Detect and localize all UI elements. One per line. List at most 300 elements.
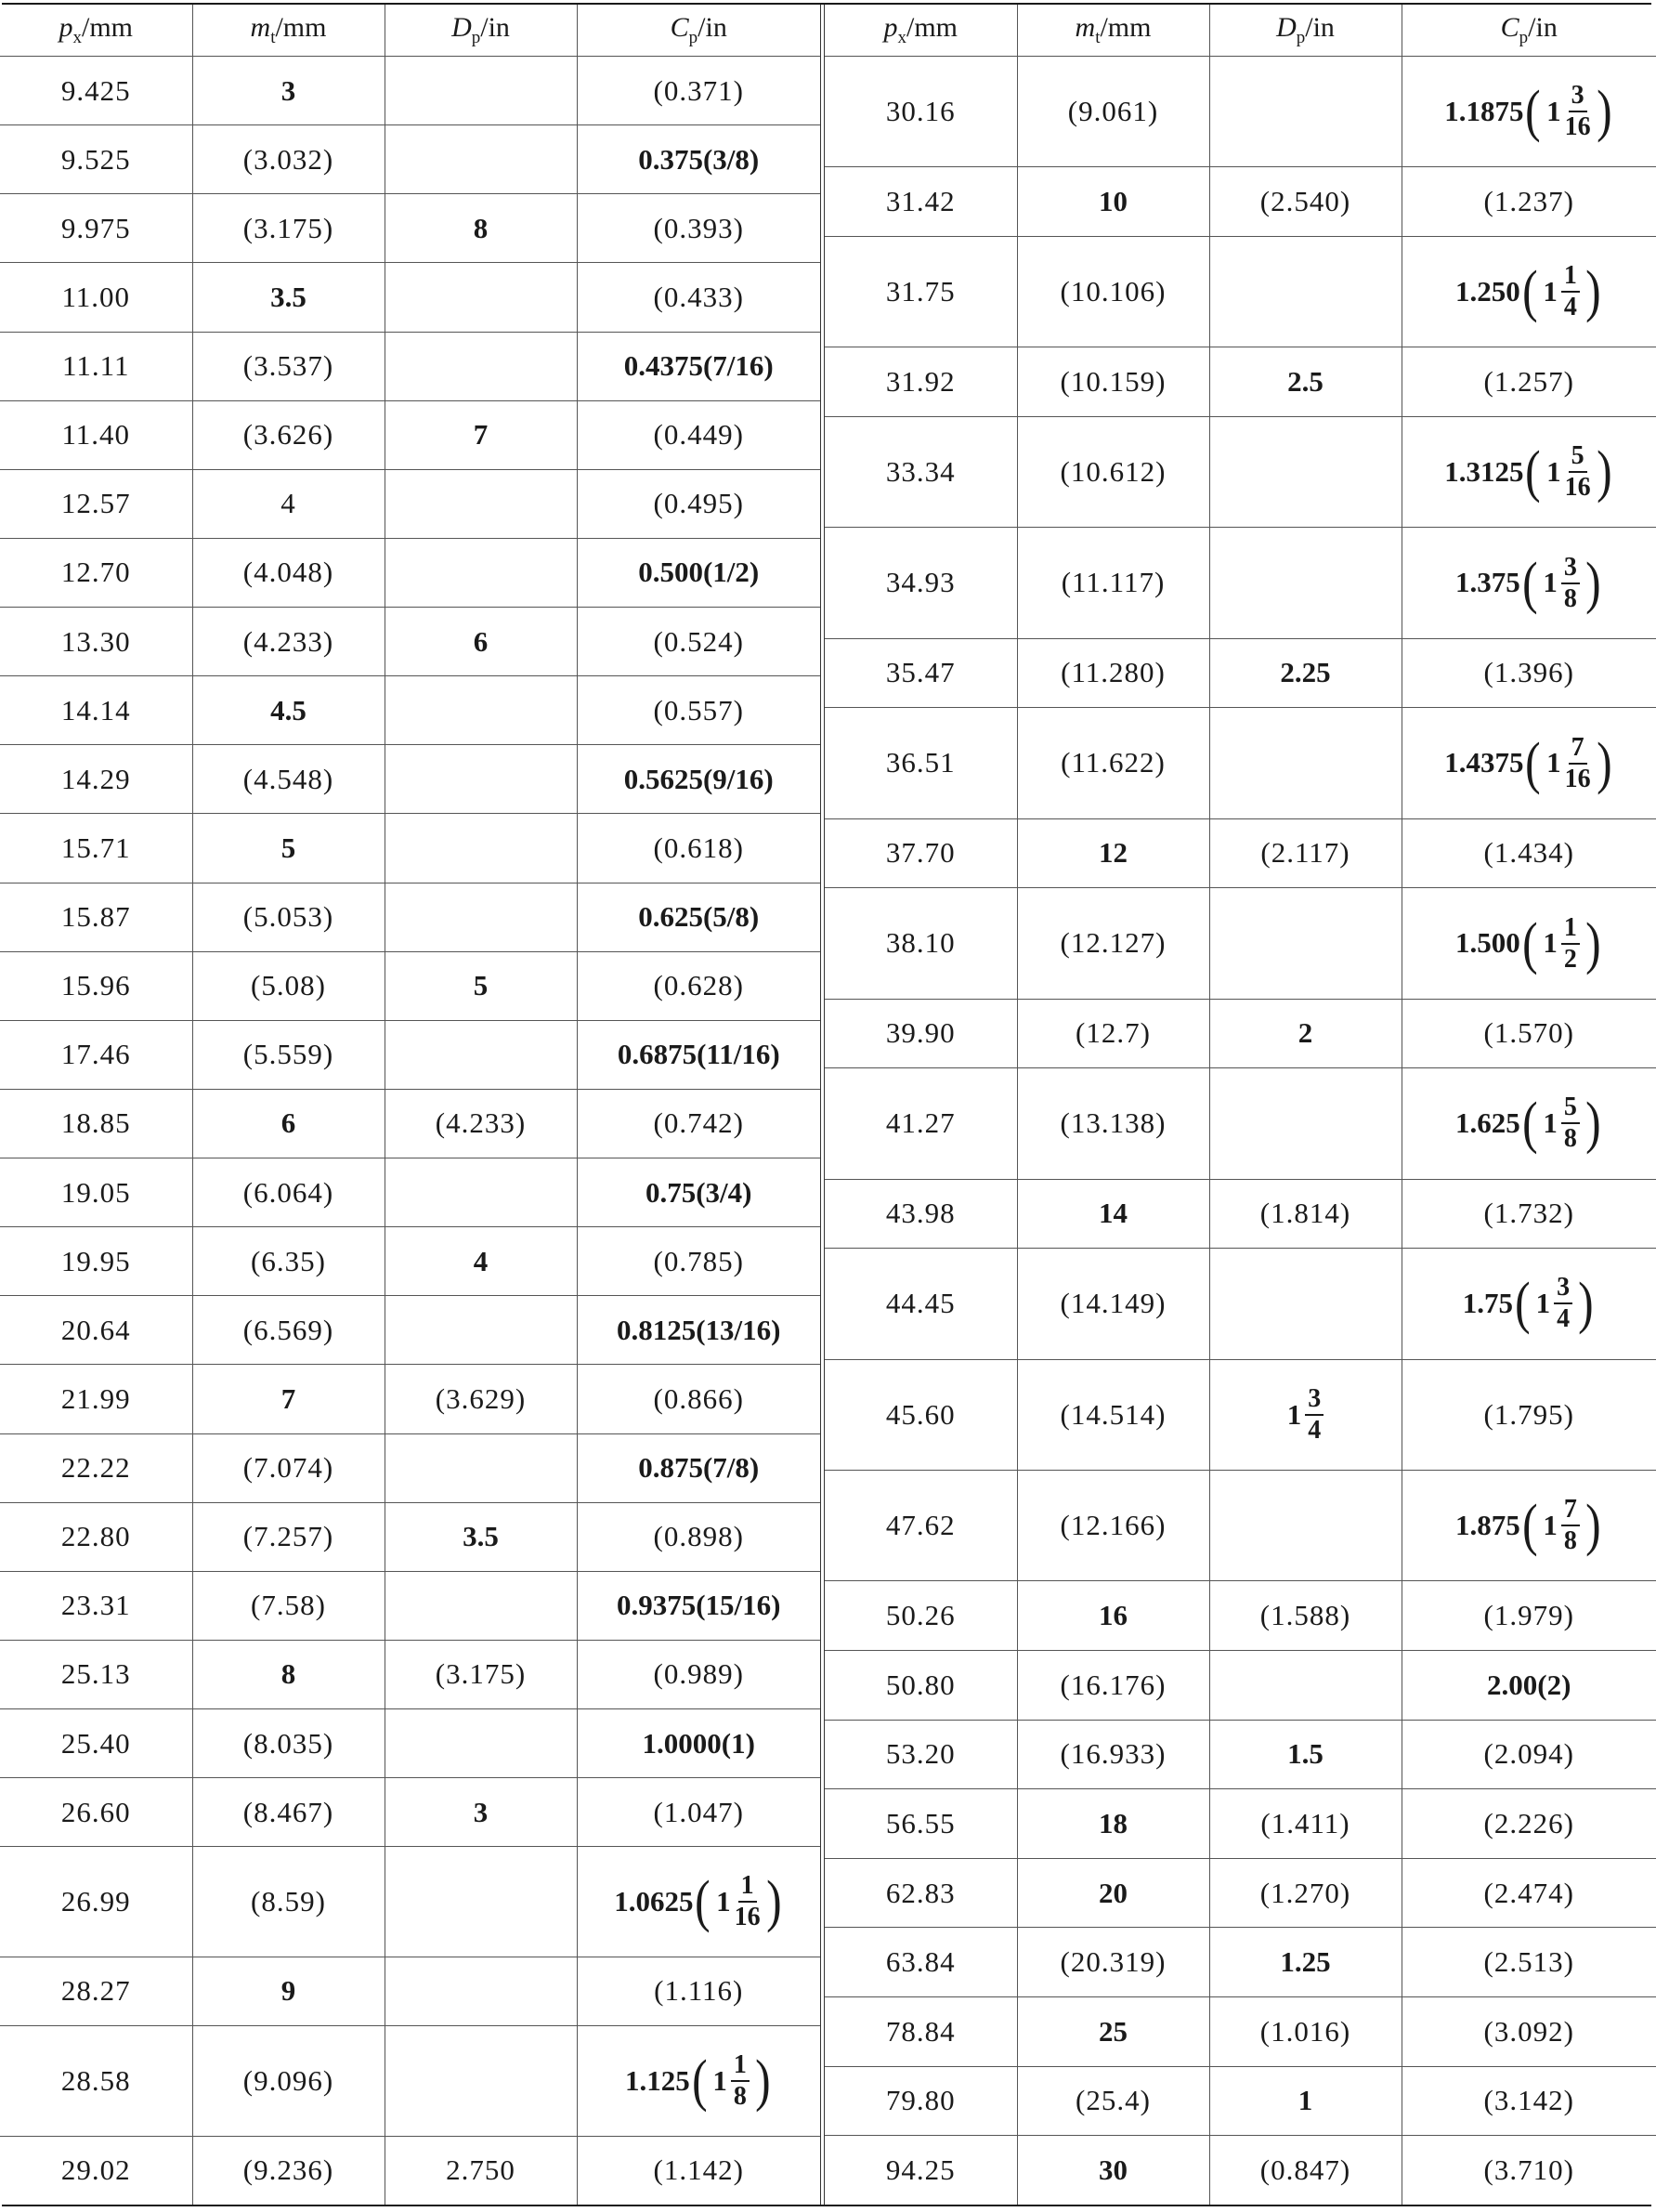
- cell-cp: (1.979): [1402, 1581, 1656, 1651]
- cell-px: 21.99: [0, 1365, 192, 1433]
- cell-cp: (0.371): [577, 57, 820, 125]
- cell-cp: (1.047): [577, 1778, 820, 1847]
- cell-px: 50.26: [825, 1581, 1017, 1651]
- cell-dp: 2: [1209, 999, 1402, 1068]
- cell-dp: 1.25: [1209, 1928, 1402, 1997]
- cell-dp: 2.25: [1209, 638, 1402, 708]
- right-table: [825, 5, 1656, 2205]
- cell-dp: [385, 1709, 577, 1778]
- table-row: [825, 1789, 1656, 1859]
- cell-dp: (4.233): [385, 1089, 577, 1158]
- table-row: [0, 125, 820, 194]
- fraction: [735, 1873, 761, 1931]
- fraction-denominator: 2: [1563, 944, 1577, 974]
- table-row: [0, 745, 820, 814]
- fraction-whole: 1: [1543, 926, 1558, 960]
- cell-cp: 0.875(7/8): [577, 1433, 820, 1502]
- right-paren: ): [765, 1870, 782, 1934]
- cell-dp: (2.540): [1209, 167, 1402, 237]
- table-row: [0, 1020, 820, 1089]
- cell-dp: [385, 1158, 577, 1227]
- cell-dp: 2.5: [1209, 347, 1402, 417]
- header-px: $p_x/mm$: [825, 5, 1017, 57]
- cell-cp: (2.513): [1402, 1928, 1656, 1997]
- cell-cp: (1.116): [577, 1957, 820, 2025]
- table-row: [0, 1227, 820, 1296]
- fraction: [1561, 263, 1580, 321]
- cell-cp: [1402, 708, 1656, 818]
- cell-cp: (0.557): [577, 676, 820, 745]
- fraction-whole: 1: [716, 1885, 731, 1918]
- cell-cp: (1.434): [1402, 818, 1656, 888]
- cell-px: 14.29: [0, 745, 192, 814]
- fraction-decimal: 1.375: [1454, 566, 1520, 599]
- fraction: [731, 2049, 750, 2111]
- cell-mt: (7.074): [192, 1433, 385, 1502]
- cell-px: 26.60: [0, 1778, 192, 1847]
- table-row: [0, 1365, 820, 1433]
- cell-px: 12.70: [0, 538, 192, 607]
- cell-cp: (1.396): [1402, 638, 1656, 708]
- table-row: [825, 2066, 1656, 2136]
- left-paren: (: [1521, 260, 1538, 324]
- table-row: [0, 676, 820, 745]
- cell-px: 25.40: [0, 1709, 192, 1778]
- cell-mt: (3.175): [192, 194, 385, 263]
- cp-mixed-fraction: [1454, 551, 1603, 615]
- cell-dp: [385, 1020, 577, 1089]
- right-paren: ): [1596, 440, 1612, 504]
- cell-dp: [385, 1296, 577, 1365]
- table-row: [825, 1068, 1656, 1179]
- fraction-denominator: 4: [1308, 1415, 1322, 1445]
- header-dp: $D_p/in$: [1209, 5, 1402, 57]
- cell-px: 15.87: [0, 883, 192, 951]
- table-row: [825, 1720, 1656, 1789]
- cell-cp: 1.0000(1): [577, 1709, 820, 1778]
- cell-dp: 3.5: [385, 1502, 577, 1571]
- cell-mt: (14.514): [1017, 1359, 1209, 1470]
- cell-px: 53.20: [825, 1720, 1017, 1789]
- right-paren: ): [1596, 80, 1612, 144]
- fraction-numerator: 5: [1569, 443, 1587, 473]
- cell-px: 19.05: [0, 1158, 192, 1227]
- cell-dp: [385, 883, 577, 951]
- table-row: [0, 951, 820, 1020]
- cell-cp: 0.8125(13/16): [577, 1296, 820, 1365]
- table-row: [0, 194, 820, 263]
- fraction-numerator: 3: [1561, 555, 1580, 584]
- fraction-numerator: 1: [1561, 915, 1580, 945]
- cell-mt: (5.053): [192, 883, 385, 951]
- header-cp: $C_p/in$: [577, 5, 820, 57]
- cell-cp: (0.449): [577, 400, 820, 469]
- cell-cp: 0.75(3/4): [577, 1158, 820, 1227]
- right-table-body: [825, 57, 1656, 2205]
- cell-dp: 1: [1209, 2066, 1402, 2136]
- cell-dp: [1209, 236, 1402, 347]
- left-paren: (: [1521, 551, 1538, 615]
- cell-mt: (10.612): [1017, 416, 1209, 527]
- cell-dp: 4: [385, 1227, 577, 1296]
- cell-px: 44.45: [825, 1249, 1017, 1359]
- fraction-numerator: 1: [731, 2052, 750, 2082]
- cell-dp: [1209, 888, 1402, 999]
- cell-dp: [385, 469, 577, 538]
- cell-cp: (0.898): [577, 1502, 820, 1571]
- cell-dp: 3: [385, 1778, 577, 1847]
- cell-cp: (0.393): [577, 194, 820, 263]
- table-row: [825, 57, 1656, 167]
- fraction-whole: 1: [1546, 95, 1561, 128]
- cell-mt: (6.569): [192, 1296, 385, 1365]
- cell-cp: (0.989): [577, 1640, 820, 1708]
- fraction-denominator: 8: [1563, 583, 1577, 613]
- table-row: [0, 1847, 820, 1957]
- cell-dp: [1209, 1359, 1402, 1470]
- cell-px: 29.02: [0, 2136, 192, 2205]
- cell-cp: 0.9375(15/16): [577, 1571, 820, 1640]
- table-row: [825, 999, 1656, 1068]
- cell-dp: [385, 538, 577, 607]
- cell-cp: (1.237): [1402, 167, 1656, 237]
- cell-px: 30.16: [825, 57, 1017, 167]
- fraction-numerator: 3: [1305, 1386, 1323, 1416]
- left-paren: (: [1521, 911, 1538, 975]
- cell-mt: (16.933): [1017, 1720, 1209, 1789]
- cell-cp: (3.710): [1483, 2153, 1574, 2187]
- right-paren: ): [1584, 911, 1601, 975]
- cell-dp: (1.270): [1209, 1858, 1402, 1928]
- cell-mt: (3.032): [192, 125, 385, 194]
- cell-px: 11.11: [0, 332, 192, 400]
- cell-px: 45.60: [825, 1359, 1017, 1470]
- cell-px: 11.00: [0, 263, 192, 332]
- cell-px: 39.90: [825, 999, 1017, 1068]
- fraction-denominator: 8: [733, 2081, 747, 2111]
- cell-mt: 7: [192, 1365, 385, 1433]
- cell-cp: 0.500(1/2): [577, 538, 820, 607]
- cell-px: 25.13: [0, 1640, 192, 1708]
- cell-mt: 18: [1017, 1789, 1209, 1859]
- cell-cp: (1.570): [1402, 999, 1656, 1068]
- cell-mt: 6: [192, 1089, 385, 1158]
- fraction-decimal: 1.0625: [614, 1885, 694, 1918]
- table-row: [825, 236, 1656, 347]
- cell-cp: (0.433): [577, 263, 820, 332]
- header-row: [0, 5, 820, 57]
- cell-cp: (0.524): [577, 608, 820, 676]
- right-paren: ): [1596, 731, 1612, 795]
- cell-dp: [385, 125, 577, 194]
- table-row: [825, 1581, 1656, 1651]
- cell-mt: (14.149): [1017, 1249, 1209, 1359]
- cell-px: 50.80: [825, 1651, 1017, 1721]
- cell-cp: [1402, 1068, 1656, 1179]
- cell-px: 31.75: [825, 236, 1017, 347]
- cell-dp: (2.117): [1209, 818, 1402, 888]
- cell-mt: 14: [1017, 1179, 1209, 1249]
- table-row: [0, 469, 820, 538]
- cell-mt: (16.176): [1017, 1651, 1209, 1721]
- cell-cp: (0.866): [577, 1365, 820, 1433]
- cell-mt: (6.35): [192, 1227, 385, 1296]
- table-row: [825, 888, 1656, 999]
- table-row: [0, 1571, 820, 1640]
- fraction-numerator: 7: [1569, 735, 1587, 765]
- cell-cp: 0.625(5/8): [577, 883, 820, 951]
- cell-px: 9.425: [0, 57, 192, 125]
- cell-cp: [577, 1847, 820, 1957]
- fraction-whole: 1: [1535, 1287, 1551, 1320]
- cell-dp: (0.847): [1209, 2136, 1402, 2205]
- left-paren: (: [1521, 1494, 1538, 1558]
- cell-mt: 4: [192, 469, 385, 538]
- cell-mt: (12.166): [1017, 1471, 1209, 1581]
- cell-cp: (2.474): [1402, 1858, 1656, 1928]
- table-row: [0, 1709, 820, 1778]
- dp-mixed-fraction: [1284, 1383, 1328, 1445]
- fraction-numerator: 3: [1554, 1275, 1572, 1304]
- cell-cp: (2.094): [1402, 1720, 1656, 1789]
- cell-mt: (11.117): [1017, 528, 1209, 638]
- cp-mixed-fraction: [1454, 1092, 1603, 1156]
- table-row: [0, 1957, 820, 2025]
- cell-mt: (8.59): [192, 1847, 385, 1957]
- cell-mt: (7.58): [192, 1571, 385, 1640]
- cell-mt: (9.096): [192, 2025, 385, 2136]
- table-row: [825, 1997, 1656, 2067]
- cp-mixed-fraction: [614, 1870, 783, 1934]
- fraction-denominator: 16: [734, 1903, 761, 1932]
- cell-mt: (11.280): [1017, 638, 1209, 708]
- fraction-numerator: 7: [1561, 1497, 1580, 1526]
- cell-cp: (0.785): [577, 1227, 820, 1296]
- table-row: [0, 1089, 820, 1158]
- fraction-denominator: 16: [1564, 112, 1591, 142]
- table-row: [0, 1640, 820, 1708]
- cell-dp: [385, 1571, 577, 1640]
- cell-dp: [1209, 416, 1402, 527]
- cell-dp: [1209, 1068, 1402, 1179]
- cell-px: 41.27: [825, 1068, 1017, 1179]
- cell-mt: (4.233): [192, 608, 385, 676]
- cell-px: 78.84: [825, 1997, 1017, 2067]
- cell-cp: (3.092): [1402, 1997, 1656, 2067]
- fraction: [1561, 1497, 1580, 1554]
- cell-dp: [385, 814, 577, 883]
- left-table-body: [0, 57, 820, 2205]
- cell-cp: (2.226): [1402, 1789, 1656, 1859]
- cell-dp: (1.411): [1209, 1789, 1402, 1859]
- fraction-numerator: 5: [1561, 1094, 1580, 1124]
- cell-px: 13.30: [0, 608, 192, 676]
- cell-mt: (8.467): [192, 1778, 385, 1847]
- cell-cp: (0.742): [577, 1089, 820, 1158]
- cell-px: 14.14: [0, 676, 192, 745]
- fraction-decimal: 1.875: [1454, 1509, 1520, 1542]
- fraction-whole: 1: [712, 2063, 727, 2097]
- table-row: [0, 1296, 820, 1365]
- fraction: [1561, 1094, 1580, 1152]
- cell-mt: 25: [1017, 1997, 1209, 2067]
- cell-dp: [1209, 1471, 1402, 1581]
- cell-px: 34.93: [825, 528, 1017, 638]
- fraction: [1561, 912, 1580, 974]
- cell-mt: (4.048): [192, 538, 385, 607]
- cell-dp: [385, 332, 577, 400]
- header-mt: $m_t/mm$: [1017, 5, 1209, 57]
- cell-mt: (4.548): [192, 745, 385, 814]
- cell-px: 28.27: [0, 1957, 192, 2025]
- cell-px: 22.80: [0, 1502, 192, 1571]
- cell-cp: 0.4375(7/16): [577, 332, 820, 400]
- table-row: [825, 1249, 1656, 1359]
- cell-dp: [385, 676, 577, 745]
- cell-dp: [385, 1847, 577, 1957]
- cell-px: 15.71: [0, 814, 192, 883]
- cell-px: 47.62: [825, 1471, 1017, 1581]
- table-row: [825, 818, 1656, 888]
- cp-mixed-fraction: [1444, 80, 1613, 144]
- fraction-denominator: 4: [1557, 1304, 1571, 1334]
- table-row: [0, 1502, 820, 1571]
- cell-mt: 12: [1017, 818, 1209, 888]
- cell-mt: (3.537): [192, 332, 385, 400]
- right-paren: ): [1584, 1494, 1601, 1558]
- cell-mt: (5.08): [192, 951, 385, 1020]
- left-paren: (: [1525, 440, 1542, 504]
- fraction-decimal: 1.125: [624, 2063, 690, 2097]
- table-row: [825, 2136, 1656, 2205]
- left-paren: (: [695, 1870, 711, 1934]
- table-row: [825, 1858, 1656, 1928]
- table-row: [825, 708, 1656, 818]
- cell-cp: 0.6875(11/16): [577, 1020, 820, 1089]
- table-row: [0, 400, 820, 469]
- cell-dp: [385, 263, 577, 332]
- right-paren: ): [1584, 1092, 1601, 1156]
- cell-dp: [1209, 1249, 1402, 1359]
- fraction-numerator: 3: [1569, 83, 1587, 112]
- fraction-whole: 1: [1543, 275, 1558, 308]
- cp-mixed-fraction: [624, 2048, 773, 2113]
- cell-px: 79.80: [825, 2066, 1017, 2136]
- cell-dp: [1209, 708, 1402, 818]
- cell-dp: 6: [385, 608, 577, 676]
- cell-px: 37.70: [825, 818, 1017, 888]
- cell-px: 43.98: [825, 1179, 1017, 1249]
- cell-mt: 3: [192, 57, 385, 125]
- right-paren: ): [754, 2048, 771, 2113]
- fraction: [1554, 1275, 1572, 1332]
- header-px: $p_x/mm$: [0, 5, 192, 57]
- table-row: [0, 1158, 820, 1227]
- left-paren: (: [1525, 731, 1542, 795]
- cell-dp: 5: [385, 951, 577, 1020]
- header-row: [825, 5, 1656, 57]
- cell-mt: 5: [192, 814, 385, 883]
- cp-mixed-fraction: [1454, 911, 1603, 975]
- cell-px: 20.64: [0, 1296, 192, 1365]
- fraction-decimal: 1.250: [1454, 275, 1520, 308]
- table-row: [0, 2136, 820, 2205]
- fraction-numerator: 1: [1561, 263, 1580, 293]
- left-paren: (: [1515, 1272, 1531, 1336]
- cell-px: 62.83: [825, 1858, 1017, 1928]
- cell-cp: (1.732): [1402, 1179, 1656, 1249]
- cell-cp: (0.495): [577, 469, 820, 538]
- cell-px: 31.92: [825, 347, 1017, 417]
- cell-dp: [385, 1957, 577, 2025]
- header-dp: $D_p/in$: [385, 5, 577, 57]
- cell-px: 36.51: [825, 708, 1017, 818]
- fraction-decimal: 1.625: [1454, 1106, 1520, 1140]
- cell-mt: (10.159): [1017, 347, 1209, 417]
- fraction: [1564, 732, 1591, 793]
- cell-dp: [385, 745, 577, 814]
- cell-dp: [1209, 528, 1402, 638]
- fraction: [1565, 83, 1591, 140]
- table-row: [825, 1179, 1656, 1249]
- cell-mt: 9: [192, 1957, 385, 2025]
- header-cp: $C_p/in$: [1402, 5, 1656, 57]
- table-row: [0, 608, 820, 676]
- cell-mt: 3.5: [192, 263, 385, 332]
- cell-px: 94.25: [825, 2136, 1017, 2205]
- cell-cp: 2.00(2): [1402, 1651, 1656, 1721]
- table-row: [0, 814, 820, 883]
- right-paren: ): [1578, 1272, 1594, 1336]
- left-table: [0, 5, 820, 2205]
- cell-px: 22.22: [0, 1433, 192, 1502]
- cp-mixed-fraction: [1462, 1272, 1596, 1336]
- cp-mixed-fraction: [1454, 260, 1603, 324]
- fraction: [1561, 552, 1580, 613]
- table-row: [0, 883, 820, 951]
- fraction-whole: 1: [1543, 566, 1558, 599]
- cp-mixed-fraction: [1444, 440, 1613, 504]
- cp-mixed-fraction: [1444, 731, 1613, 795]
- left-paren: (: [1521, 1092, 1538, 1156]
- cell-dp: (1.814): [1209, 1179, 1402, 1249]
- cp-mixed-fraction: [1454, 1494, 1603, 1558]
- cell-px: 33.34: [825, 416, 1017, 527]
- table-row: [825, 1651, 1656, 1721]
- cell-mt: 4.5: [192, 676, 385, 745]
- cell-dp: 8: [385, 194, 577, 263]
- cell-mt: (6.064): [192, 1158, 385, 1227]
- fraction-denominator: 16: [1564, 764, 1591, 793]
- cell-mt: (25.4): [1017, 2066, 1209, 2136]
- fraction-decimal: 1.500: [1454, 926, 1520, 960]
- cell-dp: 2.750: [385, 2136, 577, 2205]
- cell-dp: [1209, 1651, 1402, 1721]
- cell-mt: 10: [1017, 167, 1209, 237]
- cell-px: 63.84: [825, 1928, 1017, 1997]
- table-row: [0, 1433, 820, 1502]
- cell-px: 18.85: [0, 1089, 192, 1158]
- cell-cp: [1402, 236, 1656, 347]
- fraction-decimal: 1.4375: [1444, 746, 1524, 779]
- cell-dp: [385, 1433, 577, 1502]
- table-row: [0, 57, 820, 125]
- cell-px: 23.31: [0, 1571, 192, 1640]
- cell-mt: (9.236): [192, 2136, 385, 2205]
- cell-mt: 16: [1017, 1581, 1209, 1651]
- table-row: [825, 416, 1656, 527]
- fraction-denominator: 8: [1563, 1124, 1577, 1154]
